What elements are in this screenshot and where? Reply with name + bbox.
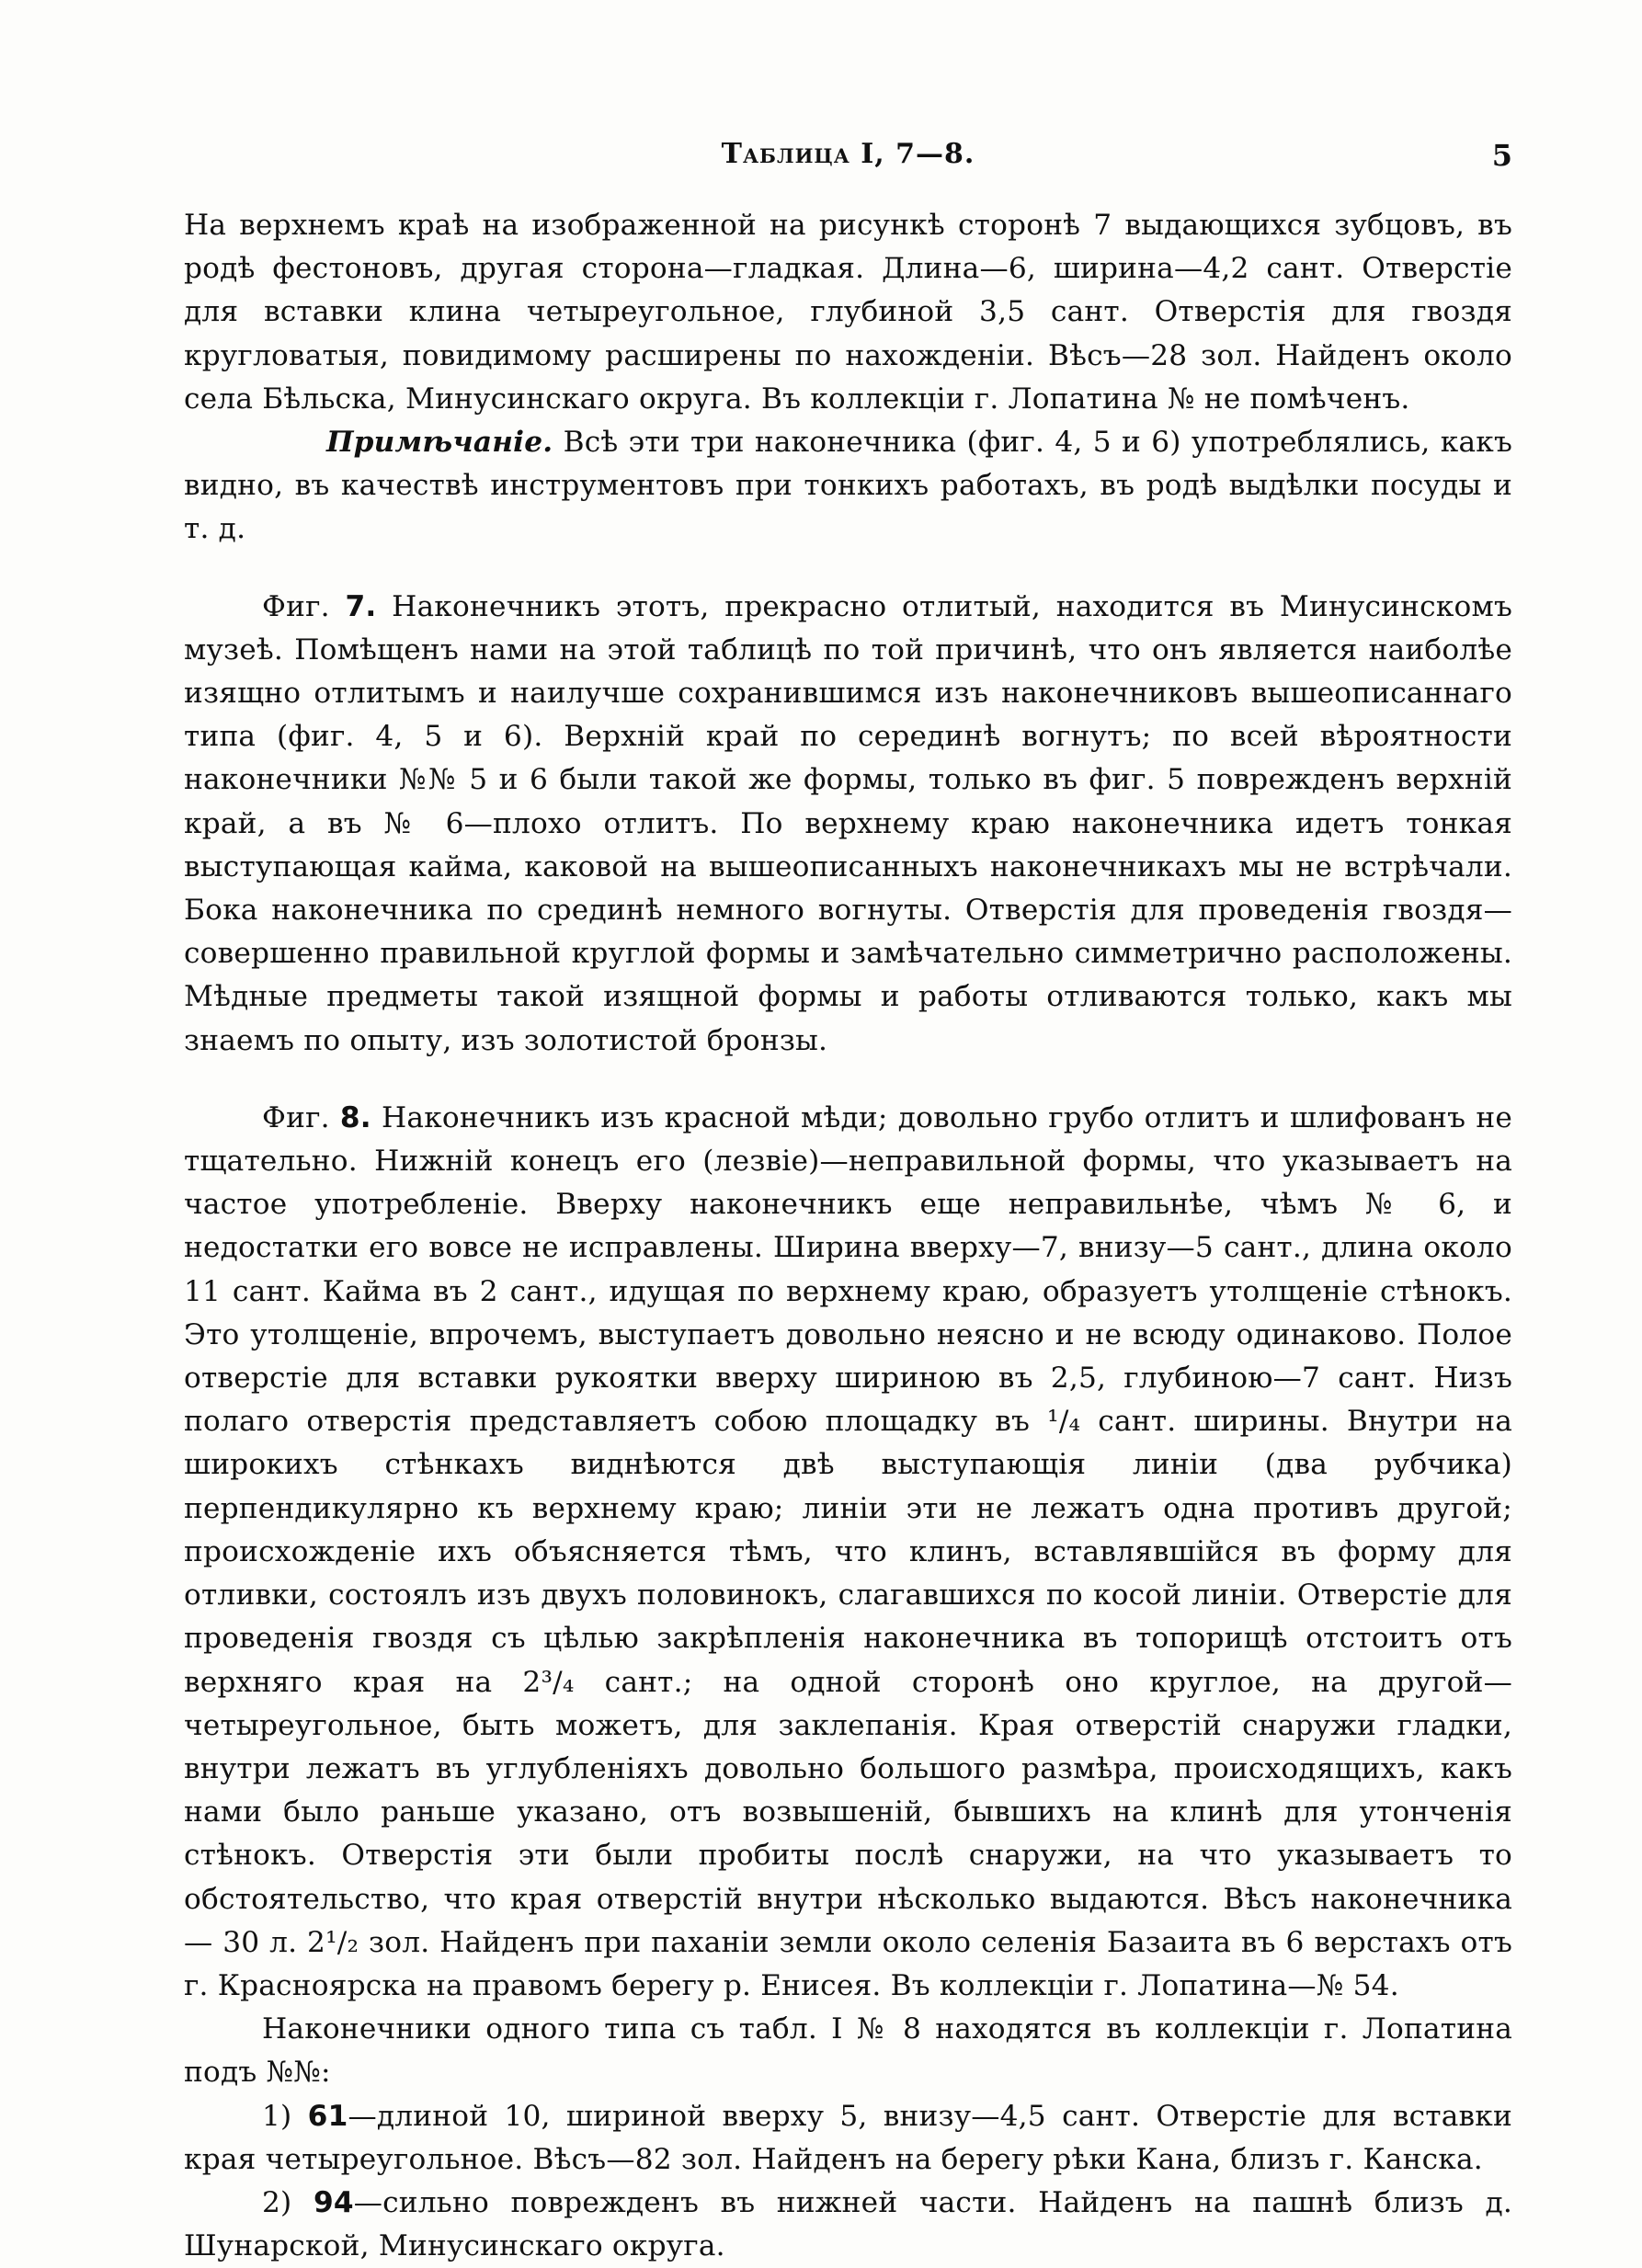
- page-header: [184, 138, 1512, 184]
- fig7-text: Наконечникъ этотъ, прекрасно отлитый, находится въ Минусинскомъ музеѣ. Помѣщенъ нами на этой таблицѣ по той причинѣ, что онъ является наиболѣе изящно отлитымъ и наилучше сохранившимся изъ наконечниковъ вышеописаннаго типа (фиг. 4, 5 и 6). Верхній край по серединѣ вогнутъ; по всей вѣроятности наконечники №№ 5 и 6 были такой же формы, только въ фиг. 5 поврежденъ верхній край, а въ № 6—плохо отлитъ. По верхнему краю наконечника идетъ тонкая выступающая кайма, каковой на вышеописанныхъ наконечникахъ мы не встрѣчали. Бока наконечника по срединѣ немного вогнуты. Отверстія для проведенія гвоздя—совершенно правильной круглой формы и замѣчательно симметрично расположены. Мѣдные предметы такой изящной формы и работы отливаются только, какъ мы знаемъ по опыту, изъ золотистой бронзы.: [184, 589, 1512, 1057]
- note-paragraph: [184, 421, 1512, 552]
- item-label: 2): [262, 2185, 292, 2219]
- note-text: Всѣ эти три наконечника (фиг. 4, 5 и 6) употреблялись, какъ видно, въ качествѣ инструментовъ при тонкихъ работахъ, въ родѣ выдѣлки посуды и т. д.: [184, 426, 1512, 546]
- body-text: [184, 204, 1512, 2268]
- same-type-intro: Наконечники одного типа съ табл. I № 8 находятся въ коллекціи г. Лопатина подъ №№:: [184, 2012, 1512, 2090]
- item-text: —сильно поврежденъ въ нижней части. Найденъ на пашнѣ близъ д. Шунарской, Минусинскаго округа.: [184, 2185, 1512, 2263]
- paragraph-gap: [184, 1063, 1512, 1097]
- page-number: 5: [1491, 138, 1512, 173]
- fig7-prefix: Фиг.: [262, 589, 330, 623]
- item-number: 94: [313, 2185, 354, 2219]
- paragraph-fig6-description: На верхнемъ краѣ на изображенной на рисункѣ сторонѣ 7 выдающихся зубцовъ, въ родѣ фестоновъ, другая сторона—гладкая. Длина—6, ширина—4,2 сант. Отверстіе для вставки клина четыреугольное, глубиной 3,5 сант. Отверстія для гвоздя кругловатыя, повидимому расширены по нахожденіи. Вѣсъ—28 зол. Найденъ около села Бѣльска, Минусинскаго округа. Въ коллекціи г. Лопатина № не помѣченъ.: [184, 209, 1512, 416]
- note-label: Примѣчаніе.: [326, 426, 553, 460]
- paragraph-gap: [184, 552, 1512, 586]
- fig8-prefix: Фиг.: [262, 1100, 330, 1134]
- paragraph-fig8: [184, 1097, 1512, 2008]
- item-label: 1): [262, 2099, 292, 2133]
- list-item: [184, 2182, 1512, 2268]
- fig8-text: Наконечникъ изъ красной мѣди; довольно грубо отлитъ и шлифованъ не тщательно. Нижній конецъ его (лезвіе)—неправильной формы, что указываетъ на частое употребленіе. Вверху наконечникъ еще неправильнѣе, чѣмъ № 6, и недостатки его вовсе не исправлены. Ширина вверху—7, внизу—5 сант., длина около 11 сант. Кайма въ 2 сант., идущая по верхнему краю, образуетъ утолщеніе стѣнокъ. Это утолщеніе, впрочемъ, выступаетъ довольно неясно и не всюду одинаково. Полое отверстіе для вставки рукоятки вверху шириною въ 2,5, глубиною—7 сант. Низъ полаго отверстія представляетъ собою площадку въ ¹/₄ сант. ширины. Внутри на широкихъ стѣнкахъ виднѣются двѣ выступающія линіи (два рубчика) перпендикулярно къ верхнему краю; линіи эти не лежатъ одна противъ другой; происхожденіе ихъ объясняется тѣмъ, что клинъ, вставлявшійся въ форму для отливки, состоялъ изъ двухъ половинокъ, слагавшихся по косой линіи. Отверстіе для проведенія гвоздя съ цѣлью закрѣпленія наконечника въ топорищѣ отстоитъ отъ верхняго края на 2³/₄ сант.; на одной сторонѣ оно круглое, на другой—четыреугольное, быть можетъ, для заклепанія. Края отверстій снаружи гладки, внутри лежатъ въ углубленіяхъ довольно большого размѣра, происходящихъ, какъ нами было раньше указано, отъ возвышеній, бывшихъ на клинѣ для утонченія стѣнокъ. Отверстія эти были пробиты послѣ снаружи, на что указываетъ то обстоятельство, что края отверстій внутри нѣсколько выдаются. Вѣсъ наконечника — 30 л. 2¹/₂ зол. Найденъ при паханіи земли около селенія Базаита въ 6 верстахъ отъ г. Красноярска на правомъ берегу р. Енисея. Въ коллекціи г. Лопатина—№ 54.: [184, 1100, 1512, 2002]
- fig8-number: 8.: [339, 1100, 371, 1134]
- paragraph-fig7: [184, 586, 1512, 1063]
- fig7-number: 7.: [345, 589, 377, 623]
- item-number: 61: [307, 2099, 348, 2133]
- list-item: [184, 2095, 1512, 2182]
- running-title: Таблица I, 7—8.: [721, 138, 975, 170]
- item-text: —длиной 10, шириной вверху 5, внизу—4,5 сант. Отверстіе для вставки края четыреугольное. Вѣсъ—82 зол. Найденъ на берегу рѣки Кана, близъ г. Канска.: [184, 2099, 1512, 2176]
